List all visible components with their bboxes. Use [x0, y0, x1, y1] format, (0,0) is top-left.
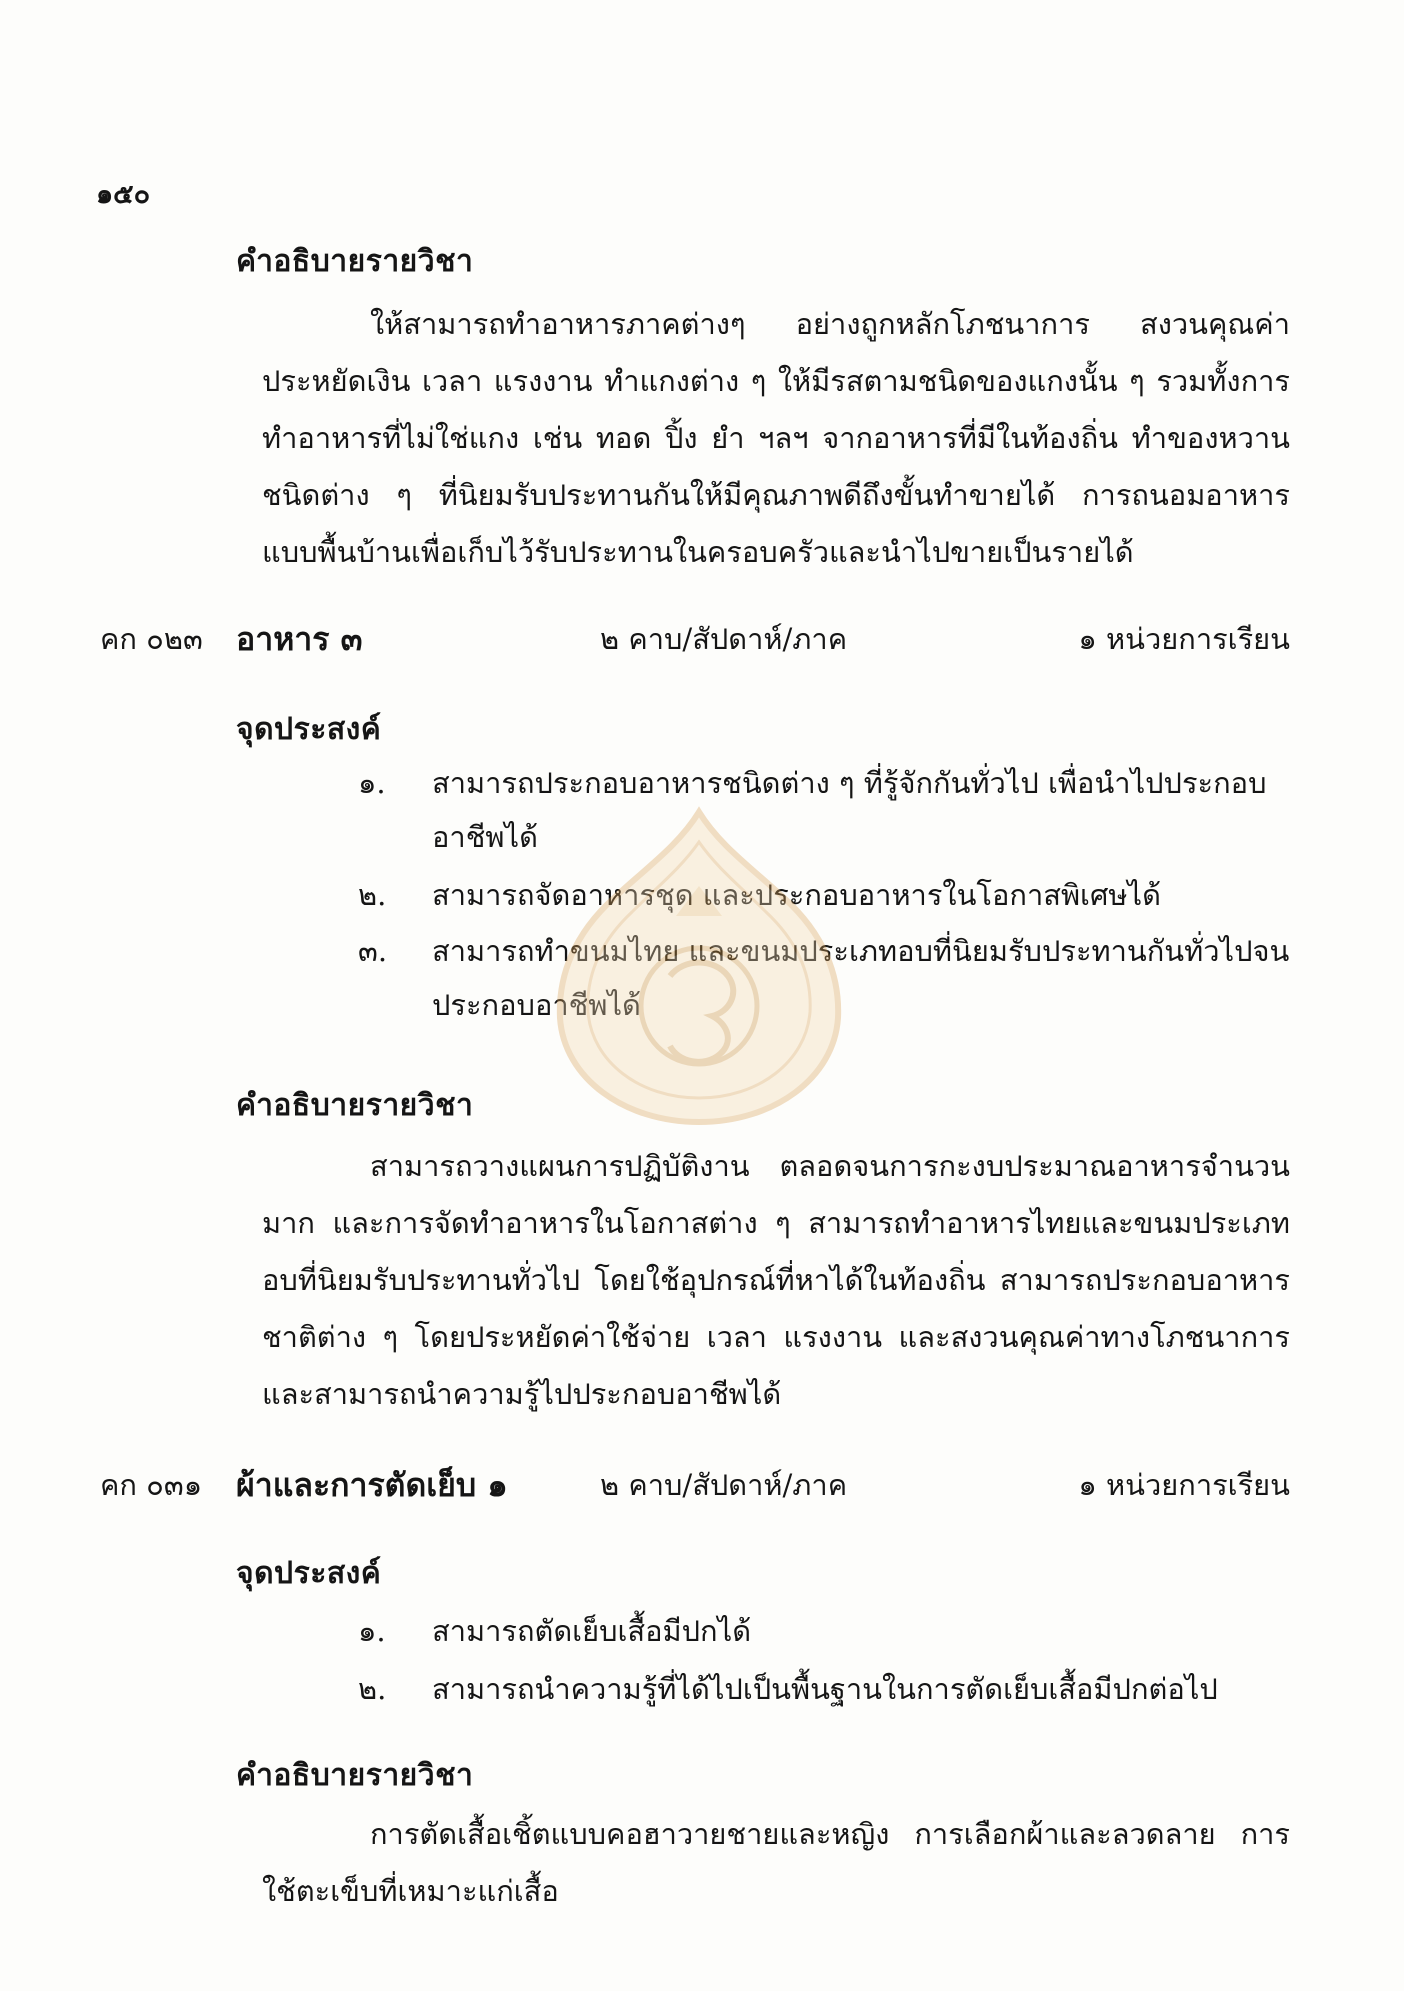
- course1-desc-paragraph: [262, 1138, 1290, 1423]
- objective-text: สามารถประกอบอาหารชนิดต่าง ๆ ที่รู้จักกันทั่วไป เพื่อนำไปประกอบอาชีพได้: [432, 766, 1267, 854]
- objective-number: ๑.: [358, 766, 386, 800]
- objective-text: สามารถนำความรู้ที่ได้ไปเป็นพื้นฐานในการตัดเย็บเสื้อมีปกต่อไป: [432, 1672, 1218, 1706]
- course1-objective: [358, 924, 1290, 1032]
- objective-number: ๒.: [358, 878, 387, 912]
- course2-credits: ๑ หน่วยการเรียน: [1078, 1468, 1290, 1502]
- section1-text: ให้สามารถทำอาหารภาคต่างๆ อย่างถูกหลักโภชนาการ สงวนคุณค่า ประหยัดเงิน เวลา แรงงาน ทำแกงต่าง ๆ ให้มีรสตามชนิดของแกงนั้น ๆ รวมทั้งการทำอาหารที่ไม่ใช่แกง เช่น ทอด ปิ้ง ยำ ฯลฯ จากอาหารที่มีในท้องถิ่น ทำของหวานชนิดต่าง ๆ ที่นิยมรับประทานกันให้มีคุณภาพดีถึงขั้นทำขายได้ การถนอมอาหารแบบพื้นบ้านเพื่อเก็บไว้รับประทานในครอบครัวและนำไปขายเป็นรายได้: [262, 307, 1290, 569]
- course2-hours: ๒ คาบ/สัปดาห์/ภาค: [600, 1468, 848, 1502]
- course1-credits: ๑ หน่วยการเรียน: [1078, 622, 1290, 656]
- course1-desc-heading: คำอธิบายรายวิชา: [236, 1088, 474, 1123]
- objective-number: ๑.: [358, 1614, 386, 1648]
- objective-text: สามารถตัดเย็บเสื้อมีปกได้: [432, 1614, 752, 1648]
- objective-text: สามารถจัดอาหารชุด และประกอบอาหารในโอกาสพิเศษได้: [432, 878, 1161, 912]
- course1-code: คก ๐๒๓: [100, 622, 203, 656]
- course1-hours: ๒ คาบ/สัปดาห์/ภาค: [600, 622, 848, 656]
- course2-desc-text: การตัดเสื้อเชิ้ตแบบคอฮาวายชายและหญิง การเลือกผ้าและลวดลาย การใช้ตะเข็บที่เหมาะแก่เสื้อ: [262, 1817, 1290, 1908]
- page-number: ๑๕๐: [96, 179, 151, 210]
- course2-objectives-heading: จุดประสงค์: [236, 1556, 382, 1591]
- course2-desc-paragraph: [262, 1806, 1290, 1920]
- course1-objective: [358, 868, 1290, 922]
- section1-heading: คำอธิบายรายวิชา: [236, 244, 474, 279]
- course1-objectives-heading: จุดประสงค์: [236, 712, 382, 747]
- course1-desc-text: สามารถวางแผนการปฏิบัติงาน ตลอดจนการกะงบประมาณอาหารจำนวนมาก และการจัดทำอาหารในโอกาสต่าง ๆ สามารถทำอาหารไทยและขนมประเภทอบที่นิยมรับประทานทั่วไป โดยใช้อุปกรณ์ที่หาได้ในท้องถิ่น สามารถประกอบอาหารชาติต่าง ๆ โดยประหยัดค่าใช้จ่าย เวลา แรงงาน และสงวนคุณค่าทางโภชนาการและสามารถนำความรู้ไปประกอบอาชีพได้: [262, 1149, 1290, 1411]
- course2-name: ผ้าและการตัดเย็บ ๑: [236, 1466, 508, 1504]
- course1-objective: [358, 756, 1290, 864]
- objective-number: ๒.: [358, 1672, 387, 1706]
- course2-header: [100, 1462, 1290, 1506]
- objective-text: สามารถทำขนมไทย และขนมประเภทอบที่นิยมรับประทานกันทั่วไปจนประกอบอาชีพได้: [432, 934, 1290, 1022]
- course1-header: [100, 616, 1290, 660]
- course2-desc-heading: คำอธิบายรายวิชา: [236, 1758, 474, 1793]
- course1-name: อาหาร ๓: [236, 620, 363, 658]
- course2-objective: [358, 1604, 1290, 1658]
- course2-objective: [358, 1662, 1290, 1716]
- objective-number: ๓.: [358, 934, 388, 968]
- section1-paragraph: [262, 296, 1290, 581]
- course2-code: คก ๐๓๑: [100, 1468, 203, 1502]
